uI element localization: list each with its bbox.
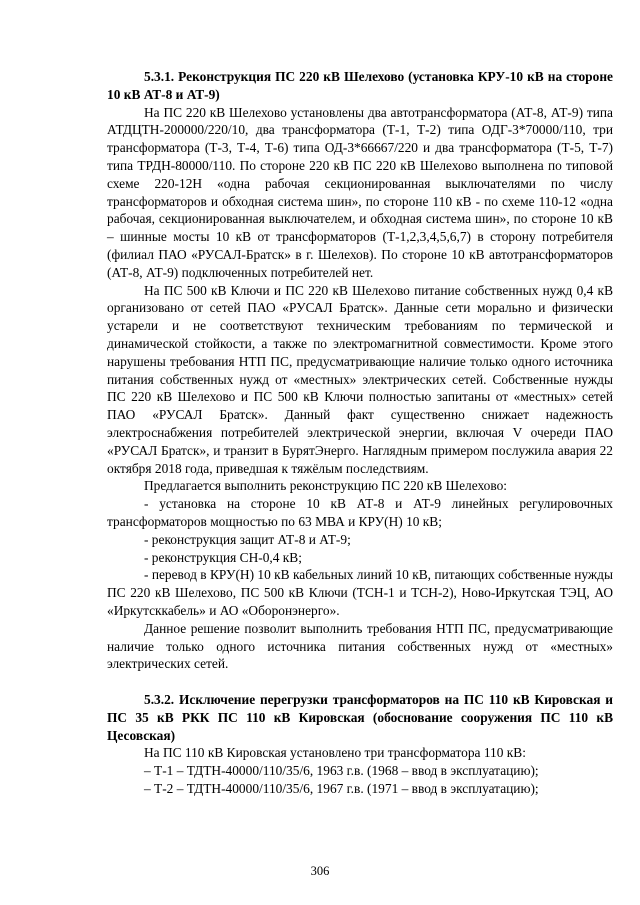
list-item: - реконструкция СН-0,4 кВ; bbox=[144, 549, 302, 565]
list-item: - перевод в КРУ(Н) 10 кВ кабельных линий 10 кВ, питающих собственные нужды ПС 220 кВ Шелехово, ПС 500 кВ Ключи (ТСН-1 и ТСН-2), Ново-Иркутская ТЭЦ, АО «Иркутсккабель» и АО «Оборонэнерго». bbox=[107, 567, 613, 618]
list-item: – Т-2 – ТДТН-40000/110/35/6, 1967 г.в. (1971 – ввод в эксплуатацию); bbox=[144, 781, 539, 797]
paragraph: Предлагается выполнить реконструкцию ПС 220 кВ Шелехово: bbox=[144, 478, 508, 494]
document-page bbox=[107, 68, 613, 798]
list-item: - установка на стороне 10 кВ АТ-8 и АТ-9 линейных регулировочных трансформаторов мощностью по 63 МВА и КРУ(Н) 10 кВ; bbox=[107, 496, 613, 529]
paragraph: На ПС 500 кВ Ключи и ПС 220 кВ Шелехово питание собственных нужд 0,4 кВ организовано от сетей ПАО «РУСАЛ Братск». Данные сети морально и физически устарели и не соответствуют техническим требованиям по термической и динамической стойкости, а также по электромагнитной совместимости. Кроме этого нарушены требования НТП ПС, предусматривающие наличие только одного источника питания собственных нужд от «местных» электрических сетей. Собственные нужды ПС 220 кВ Шелехово и ПС 500 кВ Ключи полностью запитаны от «местных» сетей ПАО «РУСАЛ Братск». Данный факт существенно снижает надежность электроснабжения потребителей электрической энергии, включая V очереди ПАО «РУСАЛ Братск», и транзит в БурятЭнерго. Наглядным примером послужила авария 22 октября 2018 года, приведшая к тяжёлым последствиям. bbox=[107, 282, 613, 476]
section-heading: 5.3.1. Реконструкция ПС 220 кВ Шелехово (установка КРУ-10 кВ на стороне 10 кВ АТ-8 и АТ-9) bbox=[107, 69, 613, 102]
paragraph: На ПС 110 кВ Кировская установлено три трансформатора 110 кВ: bbox=[144, 745, 526, 761]
section-spacer bbox=[107, 673, 613, 691]
page-number: 306 bbox=[310, 864, 330, 878]
list-item: – Т-1 – ТДТН-40000/110/35/6, 1963 г.в. (1968 – ввод в эксплуатацию); bbox=[144, 763, 539, 779]
paragraph: На ПС 220 кВ Шелехово установлены два автотрансформатора (АТ-8, АТ-9) типа АТДЦТН-200000/220/10, два трансформатора (Т-1, Т-2) типа ОДГ-3*70000/110, три трансформатора (Т-3, Т-4, Т-6) типа ОД-3*66667/220 и два трансформатора (Т-5, Т-7) типа ТРДН-80000/110. По стороне 220 кВ ПС 220 кВ Шелехово выполнена по типовой схеме 220-12Н «одна рабочая секционированная выключателями по числу трансформаторов и обходная система шин», по стороне 110 кВ - по схеме 110-12 «одна рабочая, секционированная выключателем, и обходная система шин», по стороне 10 кВ – шинные мосты 10 кВ от трансформаторов (Т-1,2,3,4,5,6,7) в сторону потребителя (филиал ПАО «РУСАЛ-Братск» в г. Шелехов). По стороне 10 кВ автотрансформаторов (АТ-8, АТ-9) подключенных потребителей нет. bbox=[107, 104, 613, 280]
paragraph: Данное решение позволит выполнить требования НТП ПС, предусматривающие наличие только одного источника питания собственных нужд от «местных» электрических сетей. bbox=[107, 620, 613, 672]
section-heading: 5.3.2. Исключение перегрузки трансформаторов на ПС 110 кВ Кировская и ПС 35 кВ РКК ПС 110 кВ Кировская (обоснование сооружения ПС 110 кВ Цесовская) bbox=[107, 692, 613, 743]
list-item: - реконструкция защит АТ-8 и АТ-9; bbox=[144, 531, 351, 547]
